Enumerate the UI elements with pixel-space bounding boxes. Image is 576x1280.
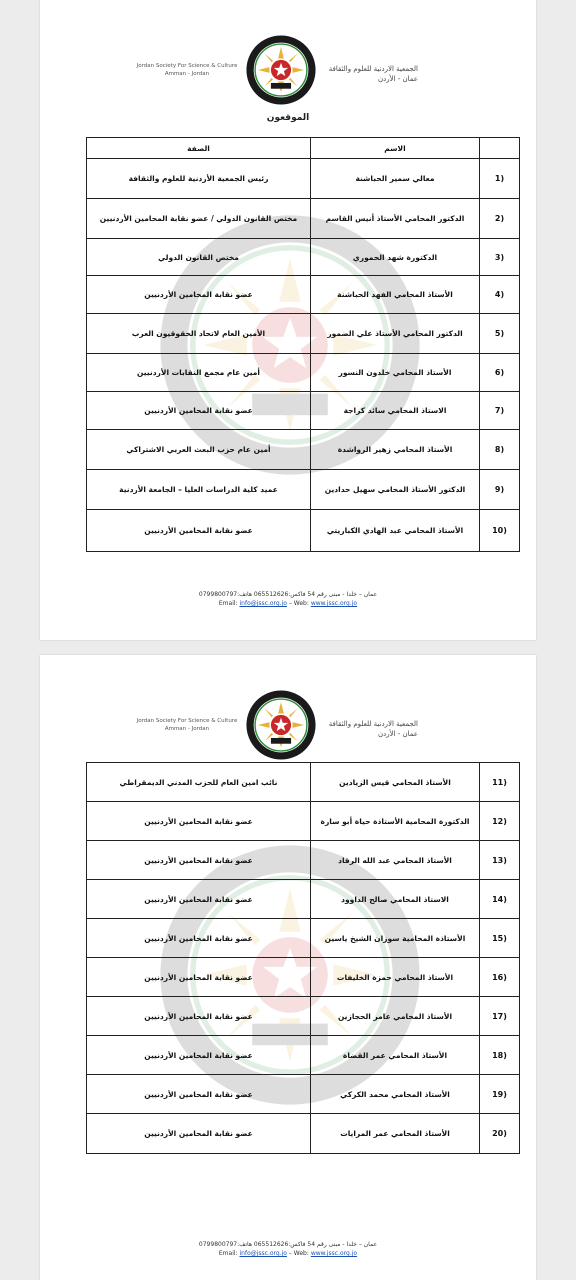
row-number: 20)	[480, 1114, 520, 1154]
org-name-en-line2: Amman - Jordan	[164, 726, 210, 732]
row-number: 14)	[480, 880, 520, 919]
row-name: الدكتور الأستاذ المحامي سهيل حدادين	[311, 470, 480, 510]
signatories-title: الموقعون	[266, 113, 310, 123]
row-name: الأستاذ المحامي الفهد الحباشنة	[311, 276, 480, 314]
row-name: الاستاذ المحامي صالح الداوود	[311, 880, 480, 919]
row-name: الدكتور المحامي الأستاذ علي الضمور	[311, 314, 480, 354]
row-name: الأستاذ المحامي عبد الهادي الكباريتي	[311, 510, 480, 552]
row-role: رئيس الجمعية الأردنية للعلوم والثقافة	[87, 159, 311, 199]
table-row	[87, 880, 520, 919]
document-page-1	[40, 0, 536, 640]
row-role: عميد كلية الدراسات العليا – الجامعة الأردنية	[87, 470, 311, 510]
table-row	[87, 919, 520, 958]
org-name-en-line1: Jordan Society For Science & Culture	[136, 718, 238, 724]
table-header-row	[87, 138, 520, 159]
row-role: عضو نقابة المحامين الأردنيين	[87, 802, 311, 841]
table-row	[87, 1036, 520, 1075]
row-role: نائب امين العام للحزب المدني الديمقراطي	[87, 763, 311, 802]
row-number: 17)	[480, 997, 520, 1036]
row-number: 2)	[480, 199, 520, 239]
web-label: – Web:	[288, 600, 309, 607]
table-row	[87, 1114, 520, 1154]
society-logo-icon	[245, 689, 317, 761]
email-label: Email:	[218, 600, 238, 607]
table-row	[87, 430, 520, 470]
org-name-english	[132, 717, 242, 733]
row-name: الدكتورة المحامية الأستاذة حياة أبو سارة	[311, 802, 480, 841]
row-number: 1)	[480, 159, 520, 199]
footer-address: عمان – خلدا - مبنى رقم 54 فاكس:065512626 هاتف:0799800797	[198, 591, 378, 598]
row-role: عضو نقابة المحامين الأردنيين	[87, 880, 311, 919]
row-number: 4)	[480, 276, 520, 314]
row-number: 9)	[480, 470, 520, 510]
letterhead	[40, 0, 536, 96]
web-label: – Web:	[288, 1250, 309, 1257]
table-row	[87, 354, 520, 392]
logo-year: 2001	[274, 90, 288, 96]
row-name: معالي سمير الحباشنة	[311, 159, 480, 199]
web-link[interactable]: www.jssc.org.jo	[310, 600, 358, 607]
footer-contact	[40, 1249, 536, 1258]
footer-contact	[40, 599, 536, 608]
row-name: الأستاذ المحامي قيس الزيادين	[311, 763, 480, 802]
row-name: الاستاذ المحامي سائد كراجة	[311, 392, 480, 430]
table-row	[87, 239, 520, 276]
row-role: عضو نقابة المحامين الأردنيين	[87, 276, 311, 314]
table-row	[87, 802, 520, 841]
row-name: الدكتورة شهد الحموري	[311, 239, 480, 276]
row-role: عضو نقابة المحامين الأردنيين	[87, 958, 311, 997]
row-name: الأستاذ المحامي عمر المرايات	[311, 1114, 480, 1154]
table-row	[87, 199, 520, 239]
row-role: عضو نقابة المحامين الأردنيين	[87, 1036, 311, 1075]
email-link[interactable]: info@jssc.org.jo	[239, 600, 287, 607]
column-header-number	[480, 138, 520, 159]
letterhead	[40, 655, 536, 751]
row-number: 18)	[480, 1036, 520, 1075]
email-link[interactable]: info@jssc.org.jo	[239, 1250, 287, 1257]
logo-year: 2001	[274, 745, 288, 751]
signatories-table-2	[86, 762, 520, 1154]
row-name: الأستاذ المحامي خلدون النسور	[311, 354, 480, 392]
page-footer	[40, 590, 536, 608]
org-name-english	[132, 62, 242, 78]
org-name-en-line2: Amman - Jordan	[164, 71, 210, 77]
org-name-ar-line2: عمان - الأردن	[377, 730, 418, 738]
table-row	[87, 159, 520, 199]
table-row	[87, 276, 520, 314]
org-name-ar-line1: الجمعية الاردنية للعلوم والثقافة	[328, 720, 418, 728]
table-row	[87, 314, 520, 354]
table-row	[87, 997, 520, 1036]
row-number: 8)	[480, 430, 520, 470]
footer-address: عمان – خلدا - مبنى رقم 54 فاكس:065512626 هاتف:0799800797	[198, 1241, 378, 1248]
row-name: الأستاذ المحامي حمزة الخليفات	[311, 958, 480, 997]
row-role: الأمين العام لاتحاد الحقوقيون العرب	[87, 314, 311, 354]
org-name-ar-line1: الجمعية الاردنية للعلوم والثقافة	[328, 65, 418, 73]
row-role: عضو نقابة المحامين الأردنيين	[87, 997, 311, 1036]
column-header-name: الاسم	[311, 138, 480, 159]
row-name: الأستاذ المحامي محمد الكركي	[311, 1075, 480, 1114]
row-name: الأستاذة المحامية سوزان الشيخ ياسين	[311, 919, 480, 958]
table-row	[87, 763, 520, 802]
row-name: الدكتور المحامي الأستاذ أنيس القاسم	[311, 199, 480, 239]
org-name-ar-line2: عمان - الأردن	[377, 75, 418, 83]
row-name: الأستاذ المحامي عمر القضاة	[311, 1036, 480, 1075]
row-number: 11)	[480, 763, 520, 802]
row-number: 10)	[480, 510, 520, 552]
web-link[interactable]: www.jssc.org.jo	[310, 1250, 358, 1257]
row-number: 16)	[480, 958, 520, 997]
org-name-arabic	[308, 719, 418, 739]
org-name-arabic	[308, 64, 418, 84]
row-number: 15)	[480, 919, 520, 958]
row-number: 7)	[480, 392, 520, 430]
row-name: الأستاذ المحامي عبد الله الرقاد	[311, 841, 480, 880]
row-number: 5)	[480, 314, 520, 354]
row-number: 6)	[480, 354, 520, 392]
row-role: عضو نقابة المحامين الأردنيين	[87, 510, 311, 552]
row-number: 12)	[480, 802, 520, 841]
table-row	[87, 1075, 520, 1114]
row-role: مختص القانون الدولي / عضو نقابة المحامين الأردنيين	[87, 199, 311, 239]
society-logo-icon	[245, 34, 317, 106]
row-role: عضو نقابة المحامين الأردنيين	[87, 392, 311, 430]
row-role: عضو نقابة المحامين الأردنيين	[87, 1075, 311, 1114]
row-number: 3)	[480, 239, 520, 276]
org-name-en-line1: Jordan Society For Science & Culture	[136, 63, 238, 69]
row-role: عضو نقابة المحامين الأردنيين	[87, 919, 311, 958]
row-role: أمين عام حزب البعث العربي الاشتراكي	[87, 430, 311, 470]
email-label: Email:	[218, 1250, 238, 1257]
table-row	[87, 470, 520, 510]
row-number: 19)	[480, 1075, 520, 1114]
row-number: 13)	[480, 841, 520, 880]
column-header-role: الصفة	[87, 138, 311, 159]
page-footer	[40, 1240, 536, 1258]
row-role: أمين عام مجمع النقابات الأردنيين	[87, 354, 311, 392]
row-name: الأستاذ المحامي عامر الحجازين	[311, 997, 480, 1036]
signatories-table-1	[86, 137, 520, 552]
row-role: عضو نقابة المحامين الأردنيين	[87, 841, 311, 880]
table-row	[87, 841, 520, 880]
row-role: مختص القانون الدولي	[87, 239, 311, 276]
table-row	[87, 510, 520, 552]
table-row	[87, 958, 520, 997]
document-page-2	[40, 655, 536, 1280]
table-row	[87, 392, 520, 430]
row-name: الأستاذ المحامي زهير الرواشدة	[311, 430, 480, 470]
row-role: عضو نقابة المحامين الأردنيين	[87, 1114, 311, 1154]
